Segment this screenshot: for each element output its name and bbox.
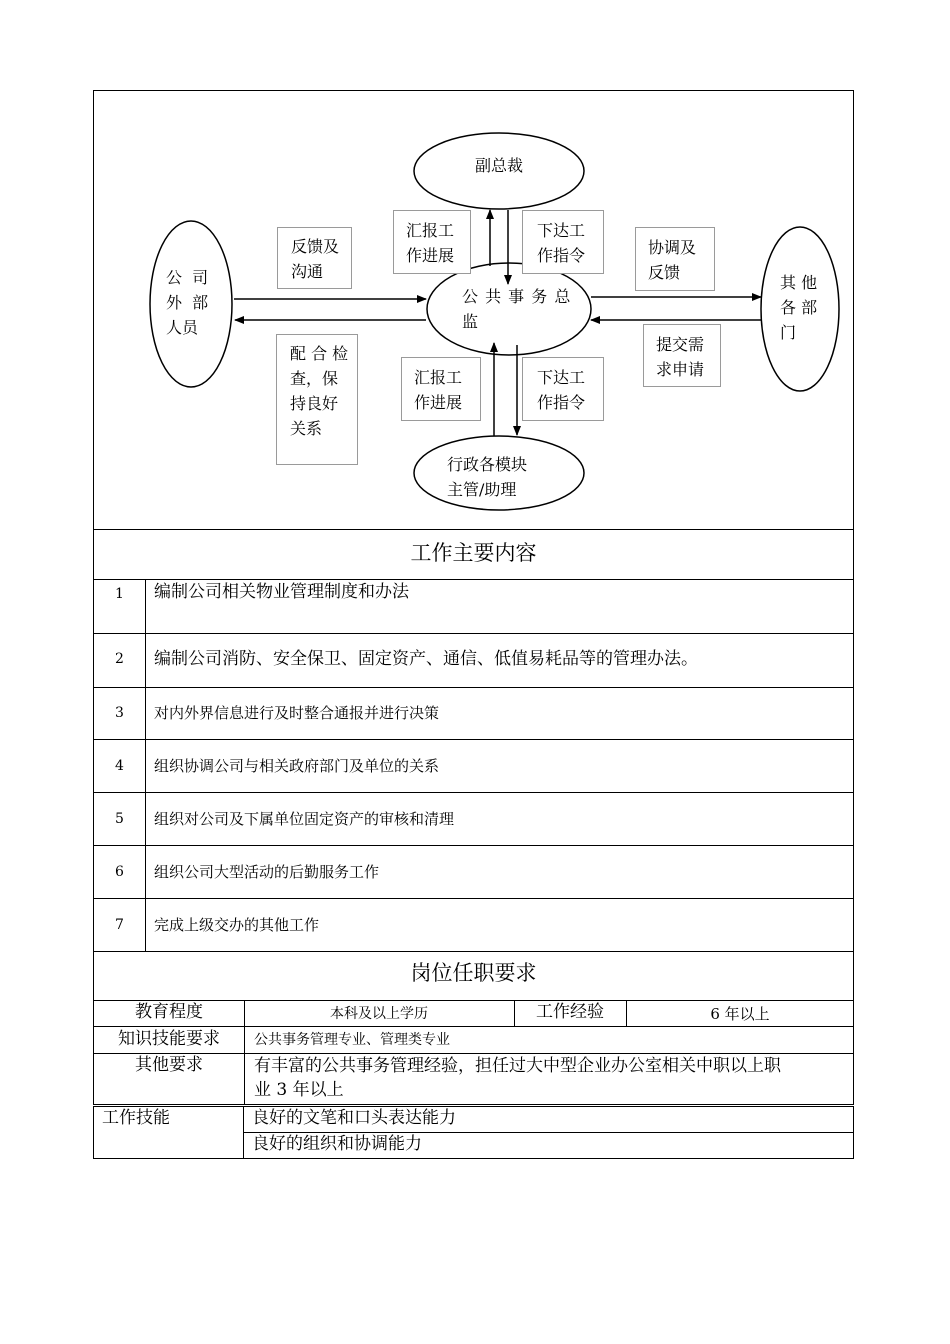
other-value-line-1: 有丰富的公共事务管理经验，担任过大中型企业办公室相关中职以上职 <box>254 1056 781 1076</box>
work-no-6: 6 <box>115 864 124 880</box>
center-node <box>427 263 591 355</box>
admin-label-1: 行政各模块 <box>447 455 528 474</box>
knowledge-row <box>93 1027 854 1054</box>
education-row <box>93 1001 854 1027</box>
admin-label-2: 主管/助理 <box>447 480 517 499</box>
feedback-text-2: 沟通 <box>291 262 324 281</box>
work-text-4: 组织协调公司与相关政府部门及单位的关系 <box>154 757 440 775</box>
report-up-text-1: 汇报工 <box>406 221 455 240</box>
feedback-text-1: 反馈及 <box>291 237 340 256</box>
cooperate-text-1: 配 合 检 <box>290 344 349 363</box>
work-row-6 <box>93 846 854 899</box>
work-row-3 <box>93 688 854 740</box>
skills-item-1: 良好的文笔和口头表达能力 <box>252 1108 456 1128</box>
coordinate-text-2: 反馈 <box>648 263 681 282</box>
work-row-7 <box>93 899 854 952</box>
main-work-title: 工作主要内容 <box>93 530 854 580</box>
work-text-3: 对内外界信息进行及时整合通报并进行决策 <box>154 704 440 722</box>
center-label-2: 监 <box>462 312 479 331</box>
order-down-text-1: 下达工 <box>537 221 586 240</box>
work-text-1: 编制公司相关物业管理制度和办法 <box>154 582 409 602</box>
external-label-2: 外 部 <box>166 293 209 312</box>
work-text-2: 编制公司消防、安全保卫、固定资产、通信、低值易耗品等的管理办法。 <box>154 649 698 669</box>
other-dept-label-3: 门 <box>780 323 797 342</box>
external-label-3: 人员 <box>166 318 199 337</box>
work-row-5 <box>93 793 854 846</box>
report-low-text-1: 汇报工 <box>414 368 463 387</box>
skills-label: 工作技能 <box>102 1108 170 1128</box>
label-box-order-low <box>522 357 604 421</box>
work-text-7: 完成上级交办的其他工作 <box>154 916 320 934</box>
work-text-6: 组织公司大型活动的后勤服务工作 <box>154 863 380 881</box>
work-row-4 <box>93 740 854 793</box>
cooperate-text-2: 查，保 <box>290 369 339 388</box>
other-dept-label-1: 其 他 <box>780 273 818 292</box>
org-relationship-diagram <box>93 90 854 530</box>
knowledge-label: 知识技能要求 <box>118 1029 220 1049</box>
label-box-cooperate <box>276 334 358 465</box>
work-no-5: 5 <box>115 811 124 827</box>
other-label: 其他要求 <box>135 1055 203 1075</box>
work-no-1: 1 <box>115 586 124 602</box>
submit-text-2: 求申请 <box>656 360 705 379</box>
order-down-text-2: 作指令 <box>537 246 586 265</box>
label-box-report-up <box>393 210 471 274</box>
education-label: 教育程度 <box>135 1002 203 1022</box>
external-label-1: 公 司 <box>166 268 209 287</box>
report-up-text-2: 作进展 <box>406 246 455 265</box>
center-label-1: 公 共 事 务 总 <box>462 287 572 306</box>
order-low-text-2: 作指令 <box>537 393 586 412</box>
work-no-4: 4 <box>115 758 124 774</box>
submit-text-1: 提交需 <box>656 335 705 354</box>
skills-table <box>93 1106 854 1159</box>
coordinate-text-1: 协调及 <box>648 238 697 257</box>
other-value-line-2: 业 3 年以上 <box>254 1080 344 1100</box>
other-row <box>93 1054 854 1105</box>
work-no-2: 2 <box>115 651 124 667</box>
label-box-submit <box>643 324 721 387</box>
skills-item-2: 良好的组织和协调能力 <box>252 1134 422 1154</box>
order-low-text-1: 下达工 <box>537 368 586 387</box>
work-no-3: 3 <box>115 705 124 721</box>
work-row-2 <box>93 634 854 688</box>
education-value: 本科及以上学历 <box>330 1006 428 1022</box>
requirements-title: 岗位任职要求 <box>93 952 854 1001</box>
experience-value: 6 年以上 <box>710 1005 770 1023</box>
work-no-7: 7 <box>115 917 124 933</box>
label-box-coordinate <box>635 227 715 291</box>
vp-label: 副总裁 <box>475 156 524 175</box>
label-box-order-down <box>522 210 604 274</box>
cooperate-text-4: 关系 <box>290 419 323 438</box>
label-box-feedback <box>277 227 352 289</box>
cooperate-text-3: 持良好 <box>290 394 339 413</box>
report-low-text-2: 作进展 <box>414 393 463 412</box>
knowledge-value: 公共事务管理专业、管理类专业 <box>254 1032 450 1048</box>
work-text-5: 组织对公司及下属单位固定资产的审核和清理 <box>154 810 455 828</box>
other-dept-label-2: 各 部 <box>780 298 818 317</box>
work-row-1 <box>93 580 854 634</box>
label-box-report-low <box>401 357 481 421</box>
experience-label: 工作经验 <box>536 1002 604 1022</box>
